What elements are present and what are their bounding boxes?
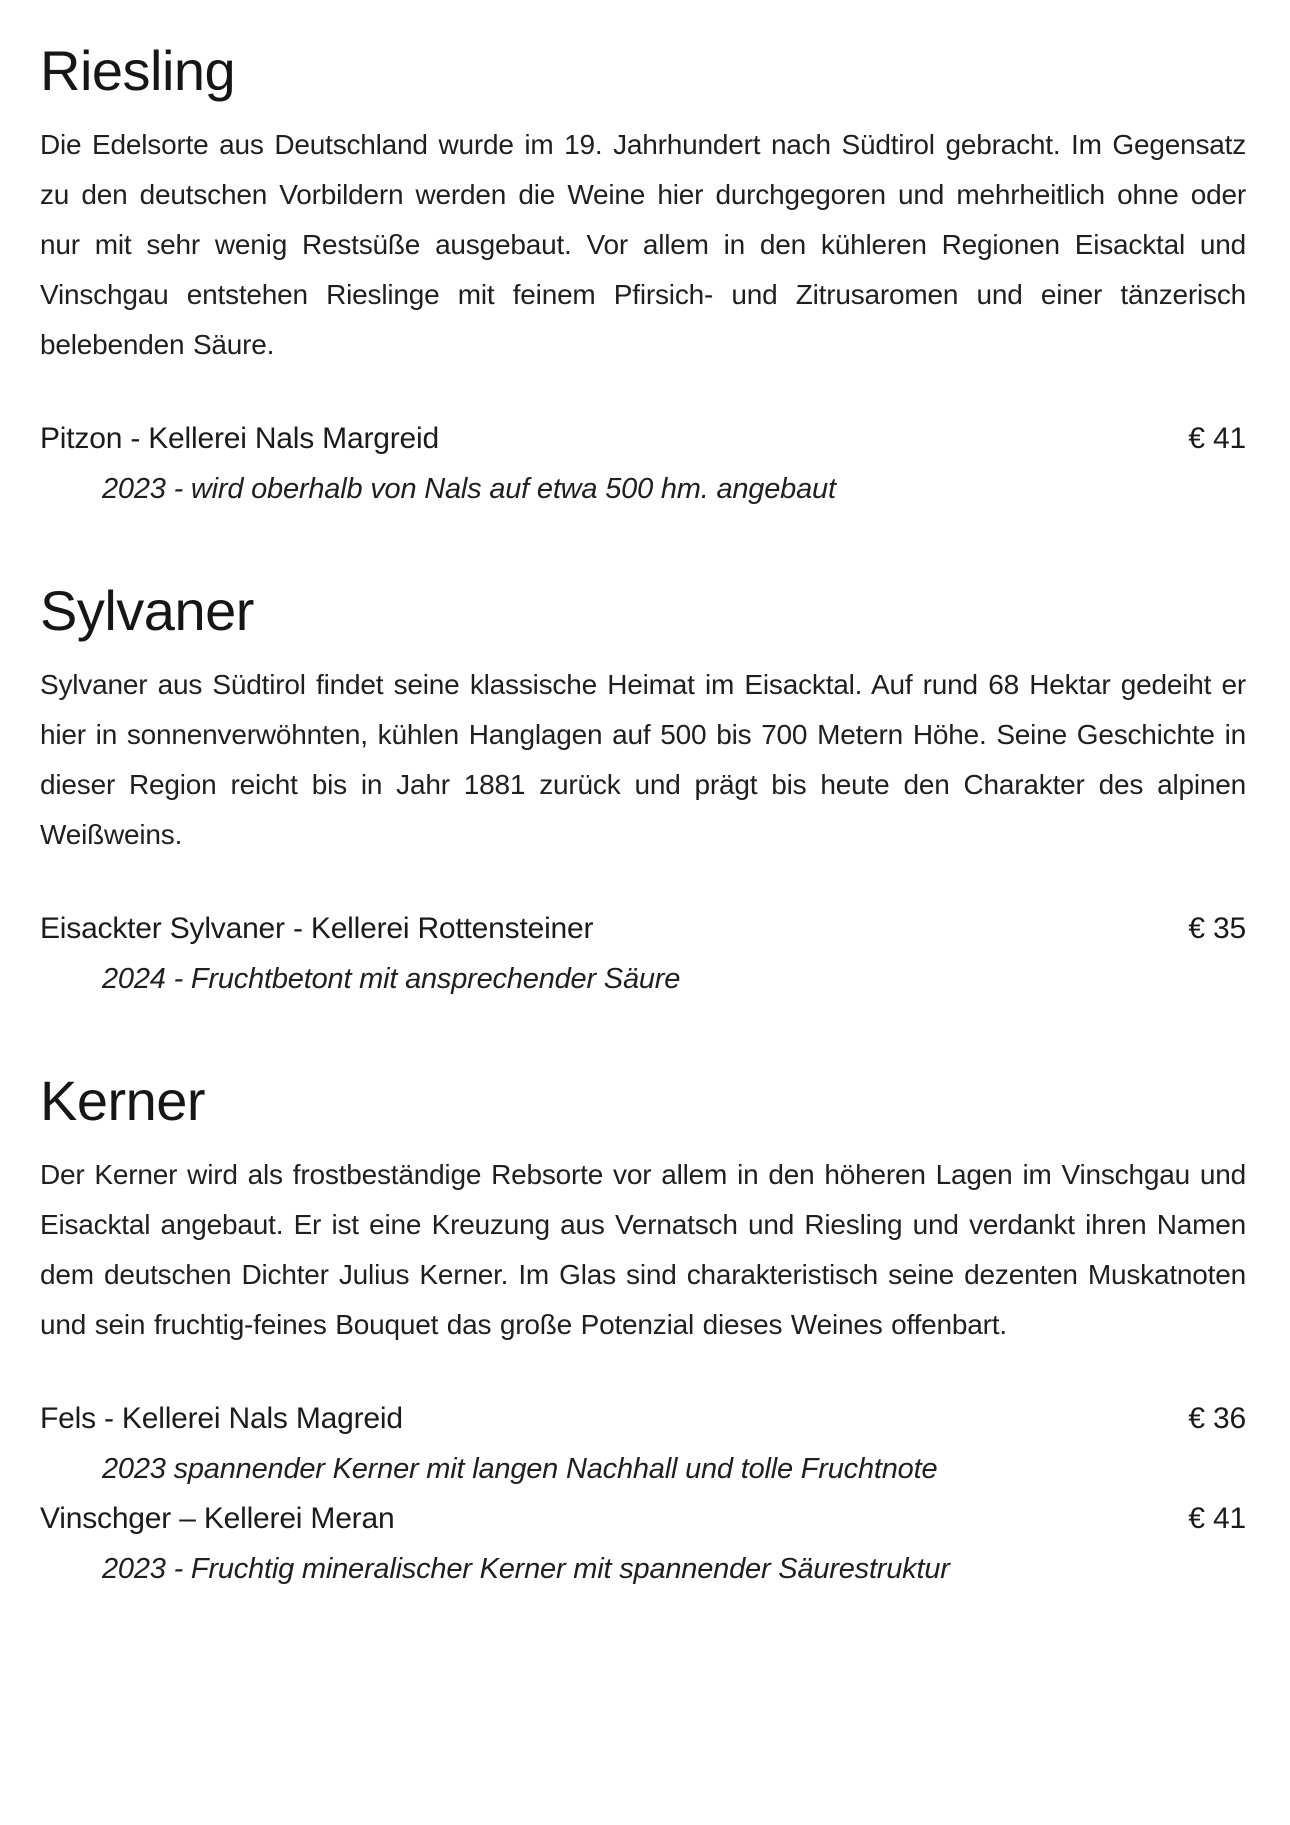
wine-price: € 35 bbox=[1188, 912, 1246, 945]
section-title-kerner: Kerner bbox=[40, 1069, 206, 1132]
section-kerner bbox=[40, 1066, 1246, 1594]
section-description-sylvaner: Sylvaner aus Südtirol findet seine klassische Heimat im Eisacktal. Auf rund 68 Hektar gedeiht er hier in sonnenverwöhnten, kühlen Hanglagen auf 500 bis 700 Metern Höhe. Seine Geschichte in dieser Region reicht bis in Jahr 1881 zurück und prägt bis heute den Charakter des alpinen Weißweins. bbox=[40, 669, 1246, 850]
section-title-sylvaner: Sylvaner bbox=[40, 579, 254, 642]
wine-row bbox=[40, 414, 1246, 464]
section-description-riesling: Die Edelsorte aus Deutschland wurde im 19. Jahrhundert nach Südtirol gebracht. Im Gegensatz zu den deutschen Vorbildern werden die Weine hier durchgegoren und mehrheitlich ohne oder nur mit sehr wenig Restsüße ausgebaut. Vor allem in den kühleren Regionen Eisacktal und Vinschgau entstehen Rieslinge mit feinem Pfirsich- und Zitrusaromen und einer tänzerisch belebenden Säure. bbox=[40, 129, 1246, 360]
wine-price: € 41 bbox=[1188, 1502, 1246, 1535]
wine-note: 2024 - Fruchtbetont mit ansprechender Säure bbox=[102, 963, 681, 995]
wine-list-kerner bbox=[40, 1394, 1246, 1594]
section-title-riesling: Riesling bbox=[40, 39, 236, 102]
section-description-kerner: Der Kerner wird als frostbeständige Rebsorte vor allem in den höheren Lagen im Vinschgau und Eisacktal angebaut. Er ist eine Kreuzung aus Vernatsch und Riesling und verdankt ihren Namen dem deutschen Dichter Julius Kerner. Im Glas sind charakteristisch seine dezenten Muskatnoten und sein fruchtig-feines Bouquet das große Potenzial dieses Weines offenbart. bbox=[40, 1159, 1246, 1340]
section-sylvaner bbox=[40, 576, 1246, 1004]
section-riesling bbox=[40, 36, 1246, 514]
wine-row bbox=[40, 1394, 1246, 1444]
wine-name: Fels - Kellerei Nals Magreid bbox=[40, 1402, 403, 1435]
wine-price: € 36 bbox=[1188, 1402, 1246, 1435]
wine-name: Eisackter Sylvaner - Kellerei Rottensteiner bbox=[40, 912, 594, 945]
wine-row bbox=[40, 1494, 1246, 1544]
wine-note: 2023 - wird oberhalb von Nals auf etwa 500 hm. angebaut bbox=[102, 473, 836, 505]
wine-name: Pitzon - Kellerei Nals Margreid bbox=[40, 422, 439, 455]
wine-list-sylvaner bbox=[40, 904, 1246, 1004]
wine-note: 2023 - Fruchtig mineralischer Kerner mit spannender Säurestruktur bbox=[102, 1553, 950, 1585]
wine-list-riesling bbox=[40, 414, 1246, 514]
wine-row bbox=[40, 904, 1246, 954]
wine-price: € 41 bbox=[1188, 422, 1246, 455]
wine-name: Vinschger – Kellerei Meran bbox=[40, 1502, 395, 1535]
wine-note: 2023 spannender Kerner mit langen Nachhall und tolle Fruchtnote bbox=[102, 1453, 938, 1485]
